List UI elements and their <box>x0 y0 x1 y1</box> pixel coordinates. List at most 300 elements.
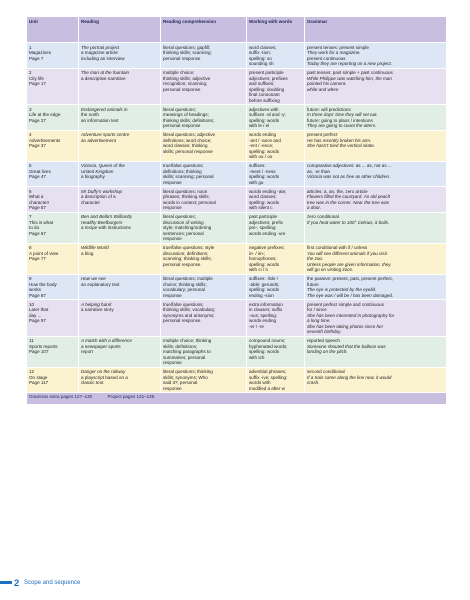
cell-grammar-line: They are going to count the otters. <box>307 123 377 128</box>
cell-words-line: negative prefixes: <box>249 245 285 250</box>
cell-words <box>247 274 305 300</box>
cell-grammar <box>305 130 447 161</box>
cell-words <box>247 212 305 243</box>
cell-grammar-line: Today they are reporting on a new project. <box>307 61 393 66</box>
cell-reading-line: Ben and Bella's Brilliantly <box>81 214 132 219</box>
cell-unit-line: Page 107 <box>29 349 49 354</box>
cell-comprehension-line: discussion; definitions; <box>163 250 209 256</box>
cell-unit-line: 2 <box>29 70 32 75</box>
cell-words-line: -ant / -ance and <box>249 137 281 143</box>
cell-unit-line: character! <box>29 199 50 205</box>
cell-comprehension-line: personal response <box>163 123 201 128</box>
cell-unit <box>27 300 79 337</box>
cell-unit <box>27 274 79 300</box>
table-body <box>27 43 447 393</box>
cell-words-line: spelling: words <box>249 287 280 292</box>
cell-words <box>247 105 305 131</box>
cell-grammar-line: They work for a magazine. <box>307 50 361 55</box>
cell-grammar <box>305 300 447 337</box>
cell-comprehension-line: phrases; thinking skills; <box>163 194 210 199</box>
cell-grammar-line: crash. <box>307 380 320 385</box>
cell-reading-line: A match with a difference <box>81 338 132 343</box>
cell-unit-line: 5 <box>29 163 32 168</box>
cell-comprehension-line: definitions; word choice; <box>163 137 212 143</box>
cell-unit <box>27 68 79 105</box>
cell-grammar <box>305 336 447 367</box>
cell-words-line: pre-; spelling: <box>249 225 277 230</box>
cell-comprehension-line: meanings of headings; <box>163 112 209 117</box>
cell-comprehension-line: personal response <box>163 318 201 323</box>
cell-unit <box>27 336 79 367</box>
cell-words-line: spelling: doubling <box>249 86 285 92</box>
scope-sequence-table <box>26 16 447 405</box>
header-reading: Reading <box>79 17 161 43</box>
cell-comprehension-line: thinking skills; vocabulary; <box>163 307 216 312</box>
cell-reading <box>79 212 161 243</box>
cell-reading-line: Endangered animals in <box>81 106 128 112</box>
cell-comprehension <box>161 336 247 367</box>
cell-grammar-line: If you heat water to 100° Celsius, it boils. <box>307 219 390 225</box>
cell-comprehension-line: literal questions; <box>163 106 196 112</box>
cell-unit-line: 11 <box>29 338 34 343</box>
cell-grammar-line: present tenses: present simple <box>307 44 369 50</box>
cell-reading-line: Healthy Beefburgers <box>81 219 123 225</box>
header-reading-comprehension: Reading comprehension <box>161 17 247 43</box>
cell-words <box>247 161 305 187</box>
cell-reading-line: character <box>81 199 100 205</box>
cell-comprehension-line: response <box>163 236 182 241</box>
cell-grammar-line: first conditional with if / unless <box>307 245 368 250</box>
cell-comprehension-line: literal questions; thinking <box>163 369 213 374</box>
cell-comprehension <box>161 300 247 337</box>
cell-reading <box>79 274 161 300</box>
cell-words-line: -ment / -ness <box>249 168 276 174</box>
cell-unit <box>27 161 79 187</box>
cell-grammar-line: He has recently broken his arm. <box>307 137 372 143</box>
cell-comprehension-line: scanning; thinking skills; <box>163 256 212 261</box>
cell-words <box>247 43 305 69</box>
cell-reading-line: Adventure sports centre <box>81 132 130 137</box>
cell-comprehension-line: literal questions; adjective <box>163 132 216 137</box>
cell-comprehension-line: discussion of writing <box>163 219 204 225</box>
cell-unit <box>27 105 79 131</box>
cell-comprehension <box>161 367 247 393</box>
cell-grammar-line: present perfect <box>307 132 338 137</box>
header-grammar: Grammar <box>305 17 447 43</box>
cell-grammar <box>305 187 447 213</box>
cell-words-line: compound nouns; <box>249 338 286 343</box>
cell-unit <box>27 187 79 213</box>
cell-comprehension-line: response <box>163 292 182 298</box>
cell-grammar <box>305 161 447 187</box>
cell-words-line: spelling: words <box>249 199 280 205</box>
cell-words-line: in- / im-; <box>249 250 266 256</box>
cell-grammar-line: present continuous <box>307 55 346 61</box>
cell-comprehension-line: true/false questions; <box>163 163 204 168</box>
cell-unit-line: Page 117 <box>29 380 49 385</box>
cell-unit-line: 6 <box>29 188 32 194</box>
cell-unit-line: A point of view <box>29 250 59 256</box>
cell-words-line: present participle <box>249 70 284 75</box>
cell-words-line: ending -sion <box>249 292 274 298</box>
cell-words <box>247 68 305 105</box>
cell-comprehension <box>161 212 247 243</box>
cell-grammar-line: the passive: present, past, present perfect, <box>307 276 393 281</box>
cell-reading-line: a descriptive narrative <box>81 75 126 81</box>
cell-comprehension-line: response <box>163 179 182 185</box>
cell-grammar-line: as, -er than <box>307 168 330 174</box>
cell-comprehension <box>161 105 247 131</box>
cell-grammar-line: The eye was / will be / has been damaged. <box>307 292 394 298</box>
cell-words-line: with ci / ti <box>249 267 268 272</box>
cell-grammar-line: Flowers filled the courtyard. An old peach <box>307 194 391 199</box>
cell-comprehension-line: said it?; personal <box>163 380 198 385</box>
cell-grammar-line: a door. <box>307 205 321 210</box>
cell-comprehension-line: summaries; personal <box>163 354 206 360</box>
cell-words-line: suffix -ive; spelling: <box>249 374 288 380</box>
cell-words-line: with silent c <box>249 205 273 210</box>
cell-words-line: sounding sh <box>249 61 274 66</box>
cell-words-line: spelling: words <box>249 148 280 154</box>
cell-comprehension <box>161 161 247 187</box>
cell-words <box>247 243 305 274</box>
cell-words-line: words ending -ate; <box>249 188 287 194</box>
cell-grammar-line: Victoria was not as free as other children. <box>307 174 391 179</box>
cell-unit <box>27 212 79 243</box>
cell-comprehension-line: choice; thinking skills; <box>163 281 207 287</box>
cell-comprehension <box>161 243 247 274</box>
cell-words-line: -ous; spelling: <box>249 312 278 318</box>
cell-words-line: with gu <box>249 179 264 185</box>
page-number: 2 <box>14 578 20 589</box>
cell-unit-line: works <box>29 287 41 292</box>
cell-unit-line: Page 27 <box>29 117 46 123</box>
cell-grammar-line: She has been interested in photography for <box>307 312 395 318</box>
cell-comprehension-line: vocabulary; personal <box>163 287 205 292</box>
cell-comprehension <box>161 43 247 69</box>
cell-reading-line: Danger on the railway <box>81 369 126 374</box>
cell-reading-line: an advertisement <box>81 137 116 143</box>
cell-grammar-line: present perfect simple and continuous <box>307 301 384 307</box>
cell-reading-line: The man at the fountain <box>81 70 130 75</box>
cell-grammar-line: comparative adjectives: as ... as, not as ... <box>307 163 392 168</box>
table-row <box>27 105 447 131</box>
cell-grammar-line: While Philippe was watching him, the man <box>307 75 392 81</box>
cell-unit-line: 12 <box>29 369 35 374</box>
cell-unit-line: Page 7 <box>29 55 44 61</box>
cell-grammar-line: seventh birthday. <box>307 329 342 334</box>
cell-reading <box>79 161 161 187</box>
cell-reading-line: including an interview <box>81 55 125 61</box>
cell-reading <box>79 68 161 105</box>
cell-unit-line: Page 87 <box>29 292 46 298</box>
cell-grammar-line: reported speech <box>307 338 340 343</box>
cell-words-line: spelling: words <box>249 117 280 123</box>
cell-words-line: spelling: words <box>249 349 280 354</box>
cell-grammar-line: future <box>307 281 319 287</box>
cell-reading-line: Wildlife World <box>81 245 109 250</box>
cell-comprehension <box>161 130 247 161</box>
cell-unit-line: Page 97 <box>29 318 46 323</box>
cell-comprehension-line: true/false questions; style <box>163 245 215 250</box>
cell-comprehension-line: thinking skills; scanning; <box>163 50 212 55</box>
cell-reading-line: a newspaper sports <box>81 343 121 349</box>
cell-unit-line: Page 57 <box>29 205 46 210</box>
cell-comprehension-line: matching paragraphs to <box>163 349 211 354</box>
cell-reading <box>79 336 161 367</box>
cell-reading-line: a narrative story <box>81 307 114 312</box>
table-row <box>27 43 447 69</box>
cell-reading-line: report <box>81 349 93 354</box>
cell-unit-line: How the body <box>29 281 57 287</box>
cell-grammar-line: zero conditional <box>307 214 339 219</box>
cell-reading <box>79 43 161 69</box>
header-working-with-words: Working with words <box>247 17 305 43</box>
cell-words-line: homophones; <box>249 256 277 261</box>
cell-reading-line: How we see <box>81 276 106 281</box>
cell-unit-line: What a <box>29 194 44 199</box>
cell-words-line: adverbial phrases; <box>249 369 287 374</box>
cell-words <box>247 300 305 337</box>
cell-reading-line: a blog <box>81 250 94 256</box>
cell-reading-line: A helping hand <box>81 301 112 307</box>
cell-unit-line: Later that <box>29 307 49 312</box>
cell-unit-line: This is what <box>29 219 54 225</box>
cell-unit-line: 3 <box>29 106 32 112</box>
cell-unit-line: 7 <box>29 214 32 219</box>
cell-grammar-line: future: going to plans / intentions <box>307 117 373 123</box>
cell-unit <box>27 130 79 161</box>
cell-unit-line: day ... <box>29 312 42 318</box>
cell-unit-line: Advertisements <box>29 137 61 143</box>
cell-unit-line: 4 <box>29 132 32 137</box>
cell-grammar-line: the zoo. <box>307 256 324 261</box>
cell-words-line: adjectives with <box>249 106 279 112</box>
cell-unit-line: Page 37 <box>29 143 46 148</box>
cell-comprehension-line: skills; personal response <box>163 148 213 154</box>
cell-reading-line: the north <box>81 112 99 117</box>
cell-reading-line: an information text <box>81 117 119 123</box>
cell-words-line: spelling: words <box>249 174 280 179</box>
table-footer-row <box>27 393 447 405</box>
cell-comprehension-line: personal response <box>163 55 201 61</box>
table-row <box>27 161 447 187</box>
page-label: Scope and sequence <box>24 580 81 586</box>
cell-words-line: extra information <box>249 301 283 307</box>
table-row <box>27 68 447 105</box>
cell-unit-line: Sports reports <box>29 343 58 349</box>
cell-words-line: in clauses; suffix <box>249 307 283 312</box>
cell-comprehension-line: thinking skills; adjective <box>163 75 211 81</box>
cell-words <box>247 367 305 393</box>
cell-comprehension-line: literal questions; <box>163 214 196 219</box>
cell-grammar-line: second conditional <box>307 369 345 374</box>
cell-unit-line: City life <box>29 75 44 81</box>
cell-words-line: -er / -re <box>249 323 264 329</box>
cell-reading-line: United Kingdom <box>81 168 114 174</box>
footer-cell <box>27 393 447 405</box>
cell-grammar-line: She has been taking photos since her <box>307 323 384 329</box>
cell-comprehension-line: definitions; thinking <box>163 168 202 174</box>
cell-reading <box>79 130 161 161</box>
cell-comprehension <box>161 68 247 105</box>
cell-reading <box>79 367 161 393</box>
cell-comprehension-line: response <box>163 360 182 365</box>
cell-grammar-line: for / since <box>307 307 327 312</box>
cell-reading-line: a playscript based on a <box>81 374 128 380</box>
cell-unit-line: Page 67 <box>29 230 46 236</box>
cell-comprehension-line: style; matching/ordering <box>163 225 212 230</box>
cell-unit-line: Page 77 <box>29 256 46 261</box>
cell-unit-line: 9 <box>29 276 32 281</box>
cell-unit-line: On stage <box>29 374 48 380</box>
cell-grammar-line: will go on visiting zoos. <box>307 267 354 272</box>
cell-grammar-line: past tenses: past simple + past continuous <box>307 70 393 75</box>
cell-grammar-line: tree was in the corner. Near the tree was <box>307 199 389 205</box>
page-accent-bar <box>0 581 12 584</box>
cell-comprehension-line: personal response <box>163 261 201 267</box>
cell-reading <box>79 187 161 213</box>
cell-unit <box>27 367 79 393</box>
cell-unit-line: 10 <box>29 301 35 307</box>
cell-reading-line: Victoria, Queen of the <box>81 163 125 168</box>
cell-words-line: -able; gerunds; <box>249 281 280 287</box>
cell-comprehension-line: recognition; scanning; <box>163 81 208 86</box>
cell-grammar-line: while and when <box>307 86 339 92</box>
cell-unit-line: Page 47 <box>29 174 46 179</box>
cell-reading <box>79 300 161 337</box>
cell-unit-line: 1 <box>29 44 32 50</box>
cell-grammar-line: a long time. <box>307 318 331 323</box>
cell-comprehension <box>161 274 247 300</box>
table-row <box>27 187 447 213</box>
cell-words-line: suffix -tion; <box>249 50 271 55</box>
table-row <box>27 243 447 274</box>
cell-grammar-line: pointed his camera. <box>307 81 347 86</box>
cell-words-line: words with <box>249 380 271 385</box>
cell-words-line: hyphenated words; <box>249 343 288 349</box>
cell-comprehension-line: words in context; personal <box>163 199 216 205</box>
table-row <box>27 212 447 243</box>
cell-words <box>247 336 305 367</box>
cell-words-line: adjectives; prefix <box>249 219 283 225</box>
cell-grammar <box>305 274 447 300</box>
cell-words-line: words ending <box>249 132 277 137</box>
cell-words-line: words ending <box>249 318 277 323</box>
cell-comprehension-line: skills; definitions; <box>163 343 198 349</box>
cell-words-line: -ent / -ence; <box>249 143 274 148</box>
cell-reading-line: a description of a <box>81 194 116 199</box>
cell-words-line: before suffixing <box>249 97 280 103</box>
cell-comprehension-line: literal questions; noun <box>163 188 208 194</box>
cell-comprehension-line: personal response <box>163 86 201 92</box>
cell-reading <box>79 243 161 274</box>
cell-reading-line: a magazine article <box>81 50 118 55</box>
table-row <box>27 130 447 161</box>
cell-words-line: spelling: so <box>249 55 272 61</box>
cell-comprehension-line: multiple choice; thinking <box>163 338 212 343</box>
table-row <box>27 367 447 393</box>
cell-reading-line: an explanatory text <box>81 281 120 287</box>
cell-words-line: suffixes -al and -y; <box>249 112 286 117</box>
cell-comprehension-line: literal questions; gapfill; <box>163 44 211 50</box>
cell-words <box>247 130 305 161</box>
cell-grammar-line: future: will predictions <box>307 106 351 112</box>
cell-reading-line: The portrait project <box>81 44 120 50</box>
cell-unit-line: to do <box>29 225 40 230</box>
cell-comprehension-line: multiple choice; <box>163 70 195 75</box>
cell-comprehension <box>161 187 247 213</box>
cell-reading-line: classic text <box>81 380 104 385</box>
cell-comprehension-line: synonyms and antonyms; <box>163 312 215 318</box>
cell-unit-line: 8 <box>29 245 32 250</box>
cell-unit-line: Magazines <box>29 50 51 55</box>
cell-grammar <box>305 367 447 393</box>
cell-comprehension-line: literal questions; multiple <box>163 276 213 281</box>
cell-words-line: and suffixes; <box>249 81 275 86</box>
cell-words-line: suffixes: <box>249 163 266 168</box>
scope-sequence-table-container <box>26 16 446 405</box>
cell-grammar <box>305 68 447 105</box>
cell-words-line: words ending -ure <box>249 230 286 236</box>
cell-unit-line: Great lives <box>29 168 51 174</box>
cell-grammar-line: You will see different animals if you visit <box>307 250 387 256</box>
cell-unit-line: Page 17 <box>29 81 46 86</box>
cell-words-line: past participle <box>249 214 278 219</box>
cell-words-line: with tch <box>249 354 265 360</box>
cell-grammar <box>305 43 447 69</box>
cell-grammar-line: articles: a, an, the, zero article <box>307 188 368 194</box>
cell-comprehension-line: thinking skills; definitions; <box>163 117 215 123</box>
header-unit: Unit <box>27 17 79 43</box>
cell-unit <box>27 43 79 69</box>
cell-comprehension-line: response <box>163 205 182 210</box>
cell-reading-line: a recipe with instructions <box>81 225 131 230</box>
cell-reading-line: a biography <box>81 174 105 179</box>
cell-words-line: spelling: words <box>249 261 280 267</box>
cell-grammar <box>305 105 447 131</box>
cell-unit-line: Life at the edge <box>29 112 61 117</box>
cell-grammar-line: If a train came along the line now, it would <box>307 374 392 380</box>
table-row <box>27 274 447 300</box>
cell-grammar-line: She hasn't tried the vertical skate. <box>307 143 376 148</box>
cell-words-line: modified a after w <box>249 385 285 391</box>
cell-words-line: adjectives; prefixes <box>249 75 288 81</box>
cell-grammar-line: landing on the pitch. <box>307 349 348 354</box>
cell-words-line: word classes; <box>249 44 277 50</box>
footer-grammar-extra: Grammar extra pages 127–130 <box>29 394 93 399</box>
table-row <box>27 300 447 337</box>
cell-words <box>247 187 305 213</box>
cell-grammar-line: Someone shouted that the balloon was <box>307 343 386 349</box>
cell-reading-line: Mr Duffy's workshop <box>81 188 123 194</box>
cell-grammar <box>305 212 447 243</box>
cell-grammar <box>305 243 447 274</box>
cell-comprehension-line: skills; scanning; personal <box>163 174 214 179</box>
table-header-row <box>27 17 447 43</box>
cell-grammar-line: In three days' time they will set out. <box>307 112 378 117</box>
cell-words-line: suffixes: -ible / <box>249 276 278 281</box>
cell-words-line: final consonant <box>249 92 280 97</box>
cell-comprehension-line: true/false questions; <box>163 301 204 307</box>
cell-grammar-line: Unless people are given information, they <box>307 261 391 267</box>
cell-comprehension-line: skills; synonyms; Who <box>163 374 208 380</box>
cell-comprehension-line: sentences; personal <box>163 230 204 236</box>
cell-words-line: with le / el <box>249 123 270 128</box>
cell-words-line: with ou / oo <box>249 154 273 159</box>
cell-words-line: word classes; <box>249 194 277 199</box>
cell-reading <box>79 105 161 131</box>
